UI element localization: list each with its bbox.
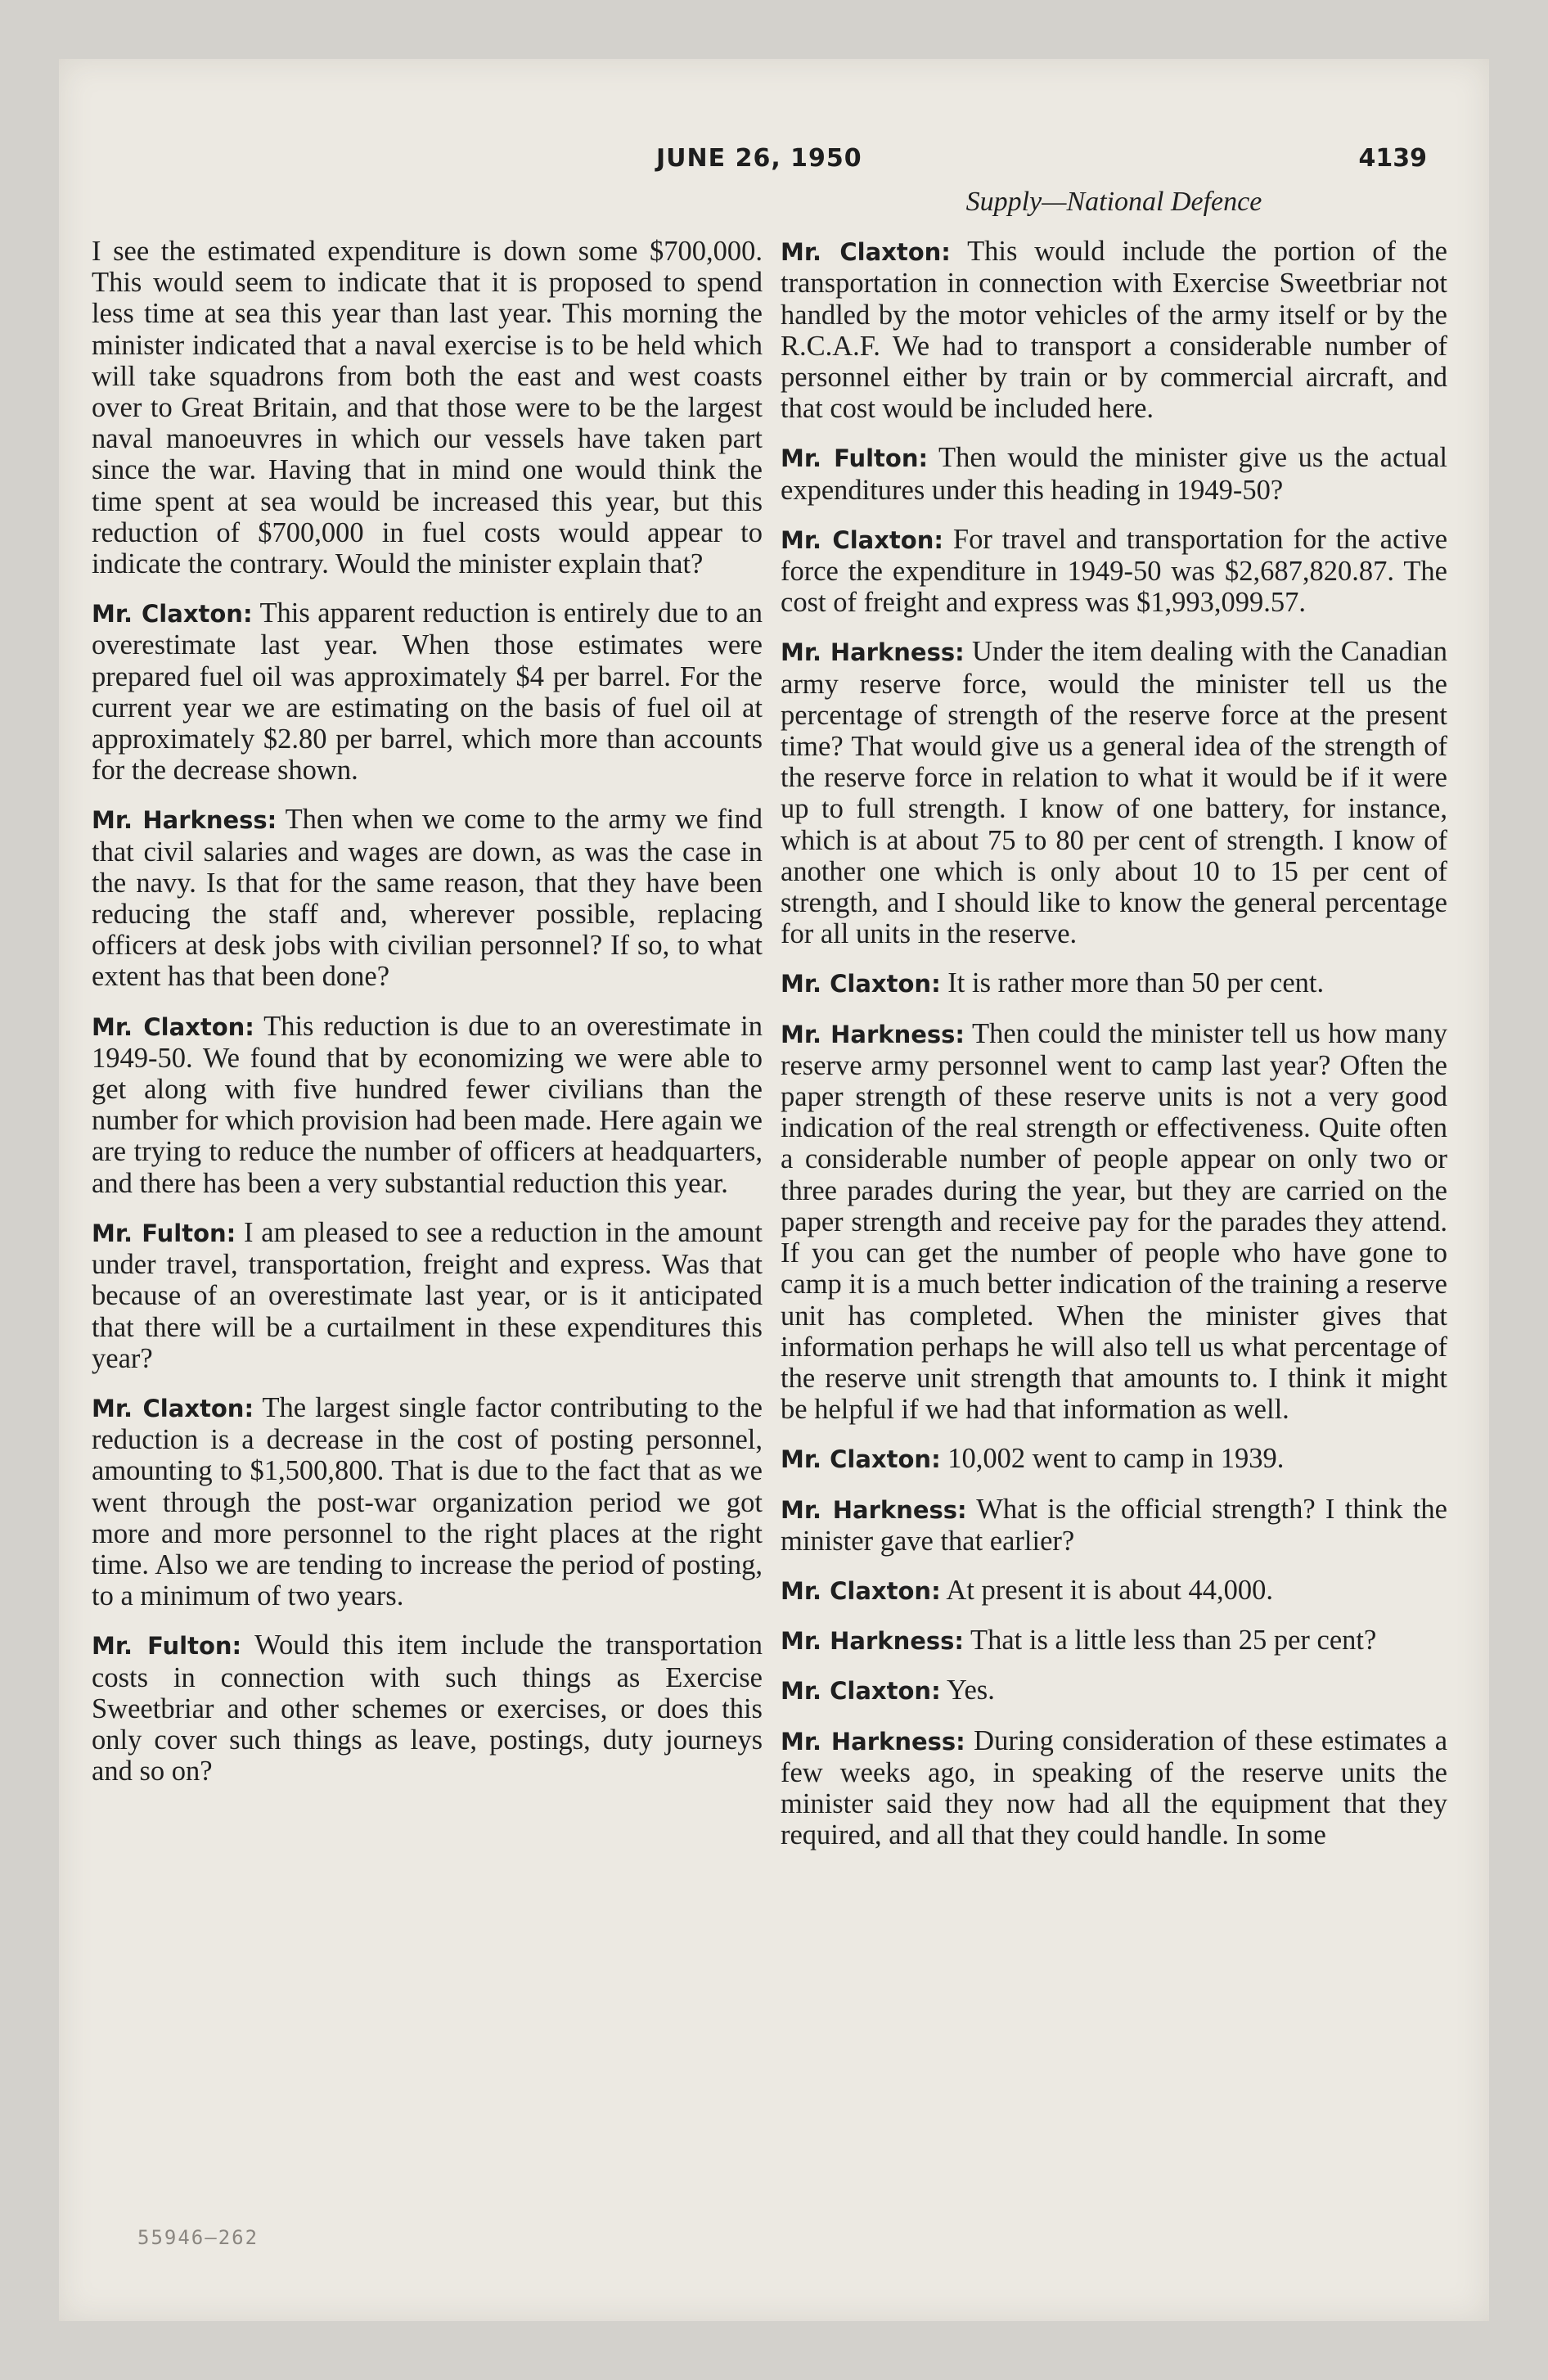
- paragraph-text: I see the estimated expenditure is down some $700,000. This would seem to indicate that it is proposed to spend less time at sea this year than last year. This morning the minister indicated that a naval exercise is to be held which will take squadrons from both the east and west coasts over to Great Britain, and that those were to be the largest naval manoeuvres in which our vessels have taken part since the war. Having that in mind one would think the time spent at sea would be increased this year, but this reduction of $700,000 in fuel costs would appear to indicate the contrary. Would the minister explain that?: [92, 236, 763, 580]
- paragraph: [781, 524, 1447, 619]
- paragraph-text: At present it is about 44,000.: [946, 1574, 1273, 1606]
- paragraph: [781, 1625, 1447, 1657]
- paragraph: [92, 1217, 763, 1374]
- paragraph: [781, 1575, 1447, 1607]
- document-page: [59, 59, 1489, 2321]
- right-column: [781, 187, 1447, 1868]
- speaker-name: Mr. Claxton:: [781, 525, 943, 554]
- paragraph: [92, 804, 763, 992]
- speaker-name: Mr. Harkness:: [781, 1495, 967, 1524]
- paragraph-text: During consideration of these estimates a few weeks ago, in speaking of the reserve units the minister said they now had all the equipment that they required, and all that they could handle. In some: [781, 1724, 1448, 1851]
- paragraph: [781, 236, 1447, 424]
- speaker-name: Mr. Fulton:: [781, 444, 929, 473]
- left-column: [92, 236, 763, 1805]
- speaker-name: Mr. Fulton:: [92, 1219, 236, 1247]
- paragraph-text: It is rather more than 50 per cent.: [947, 967, 1325, 999]
- paragraph: [781, 1494, 1447, 1557]
- page-number: 4139: [1358, 144, 1427, 173]
- speaker-name: Mr. Claxton:: [92, 1012, 254, 1041]
- speaker-name: Mr. Harkness:: [781, 1020, 965, 1048]
- paragraph: [781, 636, 1447, 949]
- paragraph: [92, 597, 763, 786]
- section-title: Supply—National Defence: [965, 187, 1262, 217]
- paragraph-text: Under the item dealing with the Canadian army reserve force, would the minister tell us the percentage of strength of the reserve force at the present time? That would give us a general idea of the strength of the reserve force in relation to what it would be if it were up to full strength. I know of one battery, for instance, which is at about 75 to 80 per cent of strength. I know of another one which is only about 10 to 15 per cent of strength, and I should like to know the general percentage for all units in the reserve.: [781, 636, 1447, 950]
- paragraph: [781, 1018, 1447, 1426]
- paragraph-text: Then could the minister tell us how many reserve army personnel went to camp last year? Often the paper strength of these reserve units is not a very good indication of the real strength or effectiveness. Quite often a considerable number of people appear on only two or three parades during the year, but they are carried on the paper strength and receive pay for the parades they attend. If you can get the number of people who have gone to camp it is a much better indication of the training a reserve unit has completed. When the minister gives that information perhaps he will also tell us what percentage of the reserve unit strength that amounts to. I think it might be helpful if we had that information as well.: [781, 1017, 1448, 1426]
- paragraph-text: This reduction is due to an overestimate in 1949-50. We found that by economizing we were able to get along with five hundred fewer civilians than the number for which provision had been made. Here again we are trying to reduce the number of officers at headquarters, and there has been a very substantial reduction this year.: [92, 1010, 763, 1199]
- speaker-name: Mr. Harkness:: [92, 806, 277, 835]
- speaker-name: Mr. Harkness:: [781, 638, 965, 667]
- speaker-name: Mr. Claxton:: [781, 1677, 941, 1706]
- speaker-name: Mr. Claxton:: [92, 1394, 254, 1422]
- paragraph: [781, 442, 1447, 505]
- paragraph-text: Then would the minister give us the actual expenditures under this heading in 1949-50?: [781, 442, 1447, 506]
- print-code: 55946—262: [137, 2226, 259, 2249]
- paragraph-text: This would include the portion of the transportation in connection with Exercise Sweetbriar not handled by the motor vehicles of the army itself or by the R.C.A.F. We had to transport a considerable number of personnel either by train or by commercial aircraft, and that cost would be included here.: [781, 236, 1447, 425]
- header-date: JUNE 26, 1950: [656, 144, 862, 173]
- speaker-name: Mr. Harkness:: [781, 1727, 965, 1756]
- paragraph-text: This apparent reduction is entirely due to an overestimate last year. When those estimates were prepared fuel oil was approximately $4 per barrel. For the current year we are estimating on the basis of fuel oil at approximately $2.80 per barrel, which more than accounts for the decrease shown.: [92, 597, 763, 787]
- paragraph-text: I am pleased to see a reduction in the amount under travel, transportation, freight and express. Was that because of an overestimate last year, or is it anticipated that there will be a curtailment in these expenditures this year?: [92, 1216, 763, 1374]
- paragraph: [92, 236, 763, 579]
- paragraph-text: Yes.: [947, 1675, 995, 1706]
- paragraph-text: What is the official strength? I think the minister gave that earlier?: [781, 1493, 1447, 1557]
- paragraph: [92, 1392, 763, 1611]
- speaker-name: Mr. Claxton:: [92, 600, 253, 629]
- paragraph: [92, 1629, 763, 1787]
- paragraph: [781, 1443, 1447, 1475]
- speaker-name: Mr. Fulton:: [92, 1632, 242, 1661]
- paragraph-text: For travel and transportation for the active force the expenditure in 1949-50 was $2,687,820.87. The cost of freight and express was $1,993,099.57.: [781, 523, 1448, 619]
- speaker-name: Mr. Harkness:: [781, 1627, 964, 1656]
- speaker-name: Mr. Claxton:: [781, 1445, 941, 1474]
- speaker-name: Mr. Claxton:: [781, 970, 941, 998]
- paragraph-text: 10,002 went to camp in 1939.: [947, 1443, 1285, 1475]
- right-column-body: [781, 236, 1447, 1850]
- paragraph: [781, 967, 1447, 999]
- paragraph-text: The largest single factor contributing to the reduction is a decrease in the cost of posting personnel, amounting to $1,500,800. That is due to the fact that as we went through the post-war organization period we got more and more personnel to the right places at the right time. Also we are tending to increase the period of posting, to a minimum of two years.: [92, 1391, 763, 1612]
- paragraph: [92, 1011, 763, 1199]
- speaker-name: Mr. Claxton:: [781, 1576, 941, 1605]
- page-header: [59, 144, 1489, 185]
- paragraph-text: Would this item include the transportation costs in connection with such things as Exercise Sweetbriar and other schemes or exercises, or does this only cover such things as leave, postings, duty journeys and so on?: [92, 1629, 763, 1787]
- speaker-name: Mr. Claxton:: [781, 238, 951, 267]
- paragraph-text: Then when we come to the army we find that civil salaries and wages are down, as was the case in the navy. Is that for the same reason, that they have been reducing the staff and, wherever possible, replacing officers at desk jobs with civilian personnel? If so, to what extent has that been done?: [92, 804, 763, 993]
- paragraph: [781, 1725, 1447, 1851]
- paragraph-text: That is a little less than 25 per cent?: [970, 1625, 1377, 1657]
- paragraph: [781, 1675, 1447, 1706]
